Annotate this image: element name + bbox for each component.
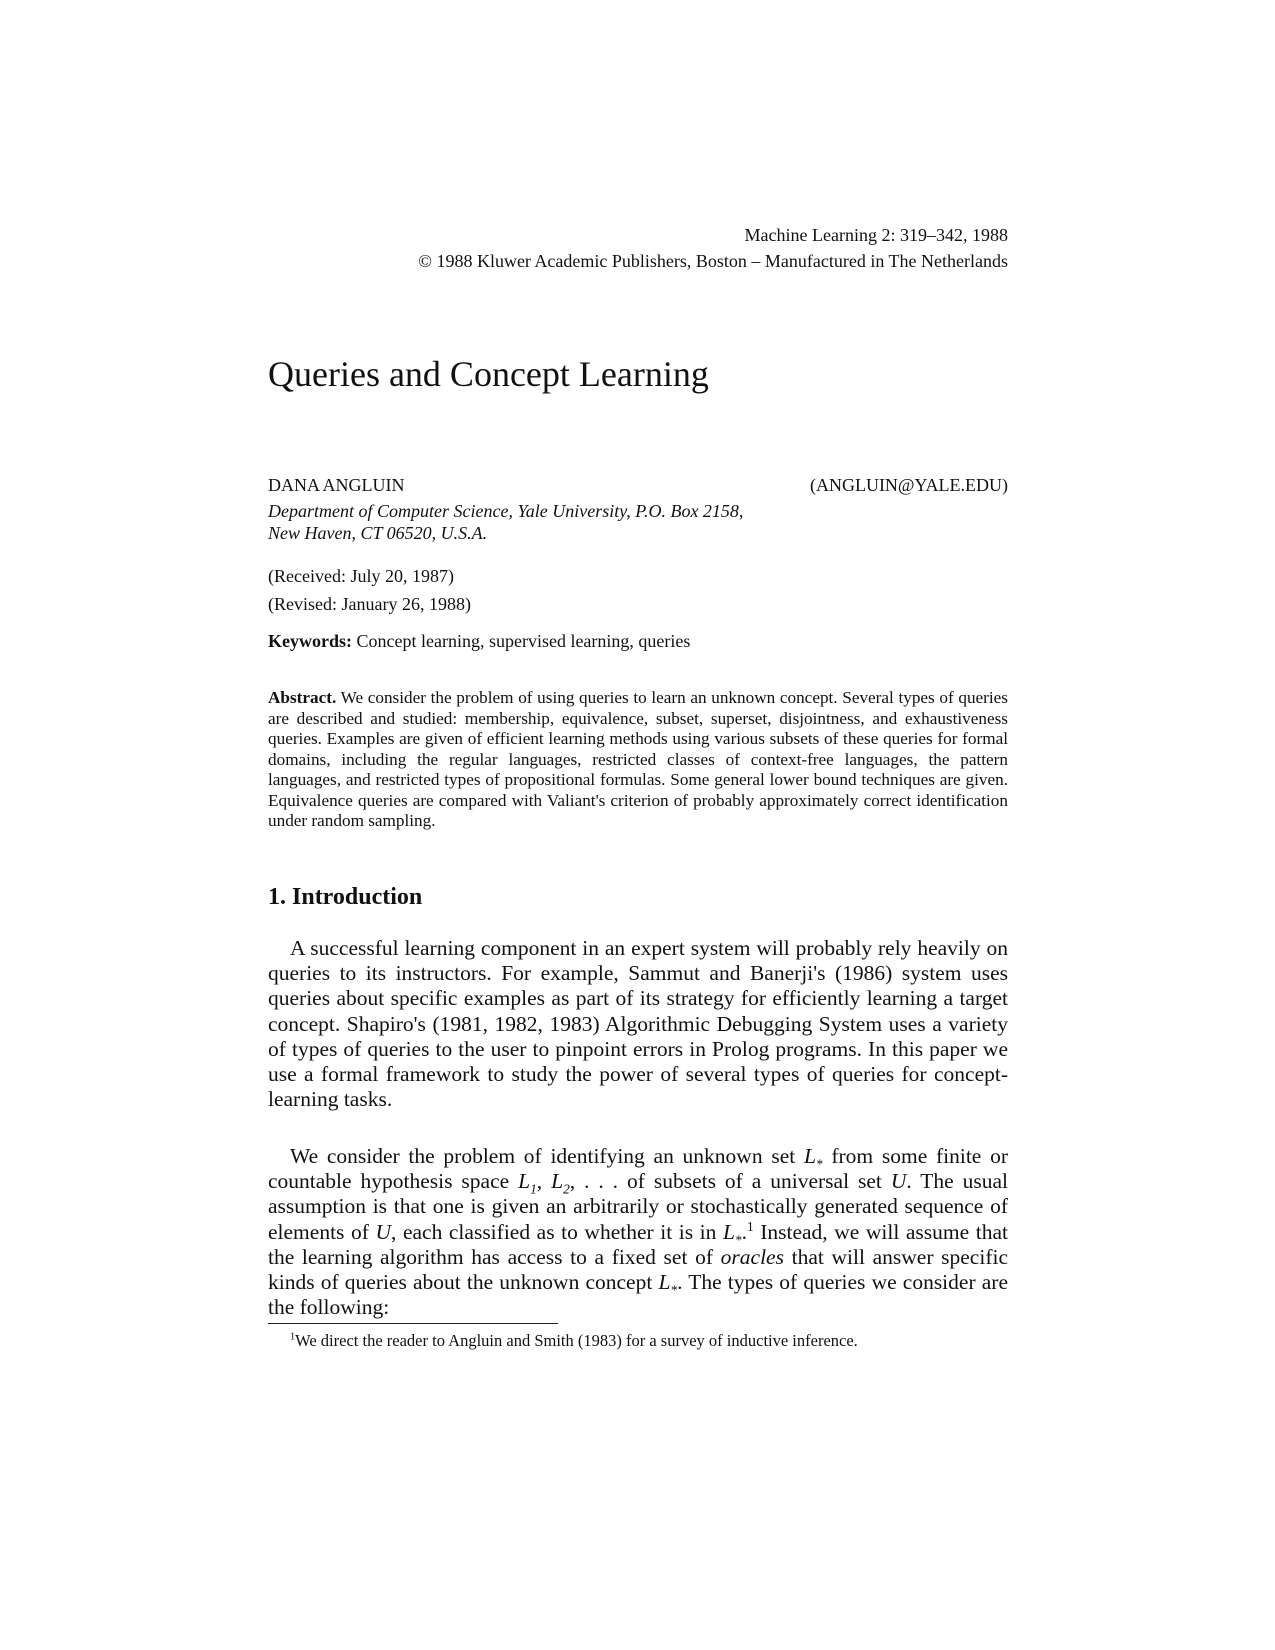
keywords-label: Keywords: [268,631,352,651]
submission-dates [268,562,471,618]
text-run: that will answer specific kinds of queries about the unknown concept [268,1244,1008,1295]
math-symbol: $L_1$ [518,1169,537,1197]
paper-page [268,0,1008,1650]
intro-paragraph-2 [268,1144,1008,1320]
text-run: from some finite or countable hypothesis space [268,1144,1008,1194]
author-affiliation [268,500,743,544]
text-run: , [536,1169,552,1194]
text-run: . The usual assumption is that one is given an arbitrarily or stochastically generated sequence of elements of [268,1169,1009,1244]
footnote-marker[interactable]: 1 [746,1218,754,1234]
math-symbol: $L_*$ [722,1219,742,1247]
text-run: . The types of queries we consider are the following: [268,1270,1008,1320]
abstract [268,688,1008,832]
footnote-mark: 1 [290,1331,296,1343]
journal-line: Machine Learning 2: 319–342, 1988 [744,225,1008,245]
text-run: , each classified as to whether it is in [391,1219,723,1244]
abstract-text: We consider the problem of using queries to learn an unknown concept. Several types of queries are described and studied: membership, equivalence, subset, superset, disjointness, and exhaustiveness queries. Examples are given of efficient learning methods using various subsets of these queries for formal domains, including the regular languages, restricted classes of context-free languages, the pattern languages, and restricted types of propositional formulas. Some general lower bound techniques are given. Equivalence queries are compared with Valiant's criterion of probably approximately correct identification under random sampling. [268,688,1008,830]
footnote [290,1330,858,1352]
copyright-line: © 1988 Kluwer Academic Publishers, Boston – Manufactured in The Netherlands [418,251,1008,271]
text-run: We consider the problem of identifying an unknown set [290,1144,804,1168]
received-date: (Received: July 20, 1987) [268,566,454,586]
author-name: DANA ANGLUIN [268,475,405,495]
publication-info [418,222,1008,274]
math-symbol: $L_*$ [803,1144,823,1172]
math-symbol: $L_2$ [551,1169,570,1197]
keywords [268,628,690,654]
affiliation-line: Department of Computer Science, Yale University, P.O. Box 2158, [268,501,744,521]
intro-paragraph-1: A successful learning component in an expert system will probably rely heavily on queries to its instructors. For example, Sammut and Banerji's (1986) system uses queries about specific examples as part of its strategy for efficiently learning a target concept. Shapiro's (1981, 1982, 1983) Algorithmic Debugging System uses a variety of types of queries to the user to pinpoint errors in Prolog programs. In this paper we use a formal framework to study the power of several types of queries for concept-learning tasks. [268,936,1008,1112]
affiliation-line: New Haven, CT 06520, U.S.A. [268,523,488,543]
keywords-text: Concept learning, supervised learning, queries [356,631,691,651]
author-email: (ANGLUIN@YALE.EDU) [809,475,1008,495]
math-symbol: $L_*$ [658,1270,678,1298]
revised-date: (Revised: January 26, 1988) [268,594,471,614]
paper-title: Queries and Concept Learning [268,354,709,394]
text-run: Instead, we will assume that the learning algorithm has access to a fixed set of [268,1219,1008,1269]
abstract-label: Abstract. [268,688,337,707]
section-heading: 1. Introduction [268,884,423,910]
footnote-rule [268,1323,558,1324]
text-run: . [741,1219,747,1244]
footnote-text: We direct the reader to Angluin and Smith (1983) for a survey of inductive inference. [295,1331,858,1350]
text-run: , . . . of subsets of a universal set [569,1169,891,1194]
emphasis: oracles [720,1244,784,1269]
math-symbol: U [375,1219,391,1244]
math-symbol: U [890,1169,907,1194]
